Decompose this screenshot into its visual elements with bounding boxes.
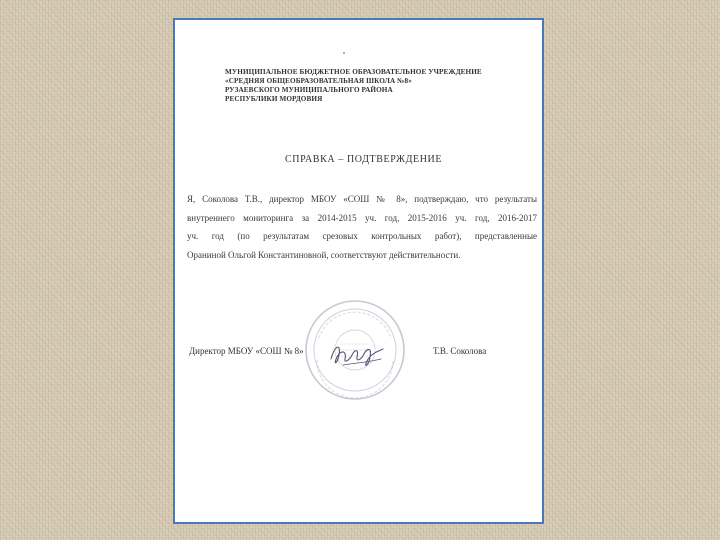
header-line-1: МУНИЦИПАЛЬНОЕ БЮДЖЕТНОЕ ОБРАЗОВАТЕЛЬНОЕ УЧРЕЖДЕНИЕ [225, 68, 482, 76]
header-line-3: РУЗАЕВСКОГО МУНИЦИПАЛЬНОГО РАЙОНА [225, 86, 393, 94]
body-line-3: уч. год (по результатам срезовых контрольных работ), представленные [187, 231, 537, 241]
body-line-4: Ораниной Ольгой Константиновной, соответствуют действительности. [187, 249, 461, 260]
header-line-2: «СРЕДНЯЯ ОБЩЕОБРАЗОВАТЕЛЬНАЯ ШКОЛА №8» [225, 77, 412, 85]
document-body [187, 190, 537, 264]
signature-row [189, 346, 487, 356]
document-page [175, 20, 542, 522]
body-line-1: Я, Соколова Т.В., директор МБОУ «СОШ № 8», подтверждаю, что результаты [187, 194, 537, 204]
document-image-frame [173, 18, 544, 524]
header-line-4: РЕСПУБЛИКИ МОРДОВИЯ [225, 95, 323, 103]
body-line-2: внутреннего мониторинга за 2014-2015 уч. год, 2015-2016 уч. год, 2016-2017 [187, 212, 537, 223]
document-title: СПРАВКА – ПОДТВЕРЖДЕНИЕ [285, 154, 443, 165]
handwritten-signature-icon [325, 335, 387, 375]
scan-speck [343, 52, 345, 54]
organization-header [221, 68, 531, 104]
signature-name: Т.В. Соколова [433, 346, 487, 356]
signature-position: Директор МБОУ «СОШ № 8» [189, 346, 304, 356]
